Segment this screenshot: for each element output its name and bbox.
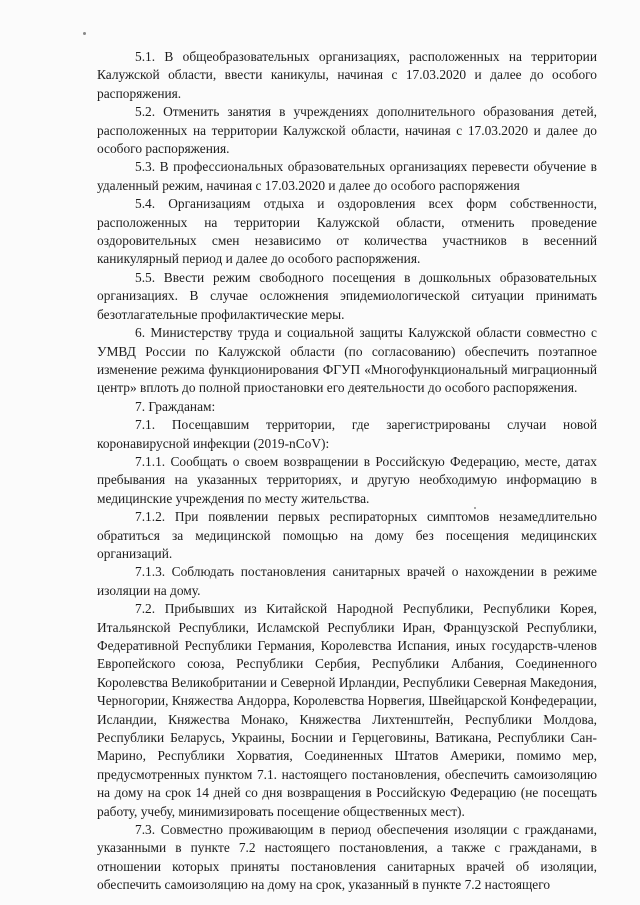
paragraph-5-2: 5.2. Отменить занятия в учреждениях дополнительного образования детей, расположенных на территории Калужской области, начиная с 17.03.2020 и далее до особого распоряжения. [97, 104, 597, 157]
paragraph-7-3: 7.3. Совместно проживающим в период обеспечения изоляции с гражданами, указанными в пункте 7.2 настоящего постановления, а также с гражданами, в отношении которых приняты постановления санитарных врачей об изоляции, обеспечить самоизоляцию на дому на срок, указанный в пункте 7.2 настоящего [97, 822, 597, 893]
paragraph-5-4: 5.4. Организациям отдыха и оздоровления всех форм собственности, расположенных на территории Калужской области, отменить проведение оздоровительных смен независимо от количества участников в весенний каникулярный период и далее до особого распоряжения. [97, 196, 597, 267]
scan-speck [83, 32, 86, 35]
paragraph-7-1-1: 7.1.1. Сообщать о своем возвращении в Российскую Федерацию, месте, датах пребывания на указанных территориях, и другую необходимую информацию в медицинские учреждения по месту жительства. [97, 453, 597, 506]
paragraph-7-1: 7.1. Посещавшим территории, где зарегистрированы случаи новой коронавирусной инфекции (2019-nCoV): [97, 417, 597, 451]
paragraph-7: 7. Гражданам: [135, 398, 216, 414]
document-body [97, 48, 597, 895]
paragraph-7-2: 7.2. Прибывших из Китайской Народной Республики, Республики Корея, Итальянской Республики, Исламской Республики Иран, Французской Республики, Федеративной Республики Германия, Королевства Испания, иных государств-членов Европейского союза, Республики Сербия, Республики Албания, Соединенного Королевства Великобритании и Северной Ирландии, Республики Северная Македония, Черногории, Княжества Андорра, Королевства Норвегия, Швейцарской Конфедерации, Исландии, Княжества Монако, Княжества Лихтенштейн, Республики Молдова, Республики Беларусь, Украины, Боснии и Герцеговины, Ватикана, Республики Сан-Марино, Республики Хорватия, Соединенных Штатов Америки, помимо мер, предусмотренных пунктом 7.1. настоящего постановления, обеспечить самоизоляцию на дому на срок 14 дней со дня возвращения в Российскую Федерацию (не посещать работу, учебу, минимизировать посещение общественных мест). [97, 601, 597, 819]
paragraph-7-1-2: 7.1.2. При появлении первых респираторных симптомов незамедлительно обратиться за медицинской помощью на дому без посещения медицинских организаций. [97, 509, 597, 561]
paragraph-5-3: 5.3. В профессиональных образовательных организациях перевести обучение в удаленный режим, начиная с 17.03.2020 и далее до особого распоряжения [97, 159, 597, 193]
paragraph-6: 6. Министерству труда и социальной защиты Калужской области совместно с УМВД России по Калужской области (по согласованию) обеспечить поэтапное изменение режима функционирования ФГУП «Многофункциональный миграционный центр» вплоть до полной приостановки его деятельности до особого распоряжения. [97, 325, 597, 396]
paragraph-5-1: 5.1. В общеобразовательных организациях, расположенных на территории Калужской области, ввести каникулы, начиная с 17.03.2020 и далее до особого распоряжения. [97, 49, 597, 101]
paragraph-7-1-3: 7.1.3. Соблюдать постановления санитарных врачей о нахождении в режиме изоляции на дому. [97, 564, 597, 598]
paragraph-5-5: 5.5. Ввести режим свободного посещения в дошкольных образовательных организациях. В случае осложнения эпидемиологической ситуации принимать безотлагательные профилактические меры. [97, 269, 597, 322]
